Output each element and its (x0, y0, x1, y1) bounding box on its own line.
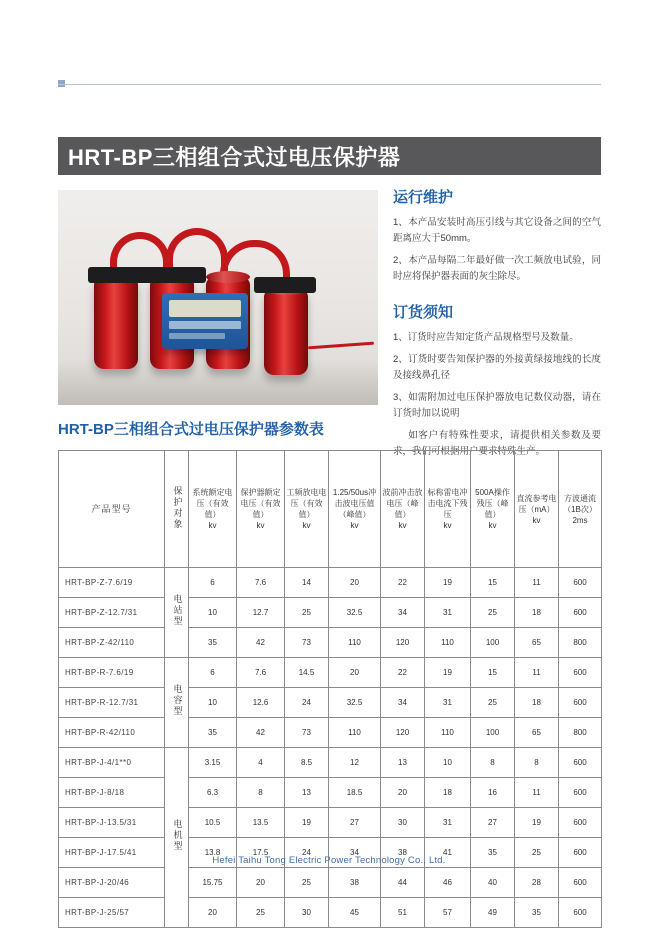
cell-protection-object: 电机型 (165, 748, 189, 928)
cell-value: 41 (425, 838, 471, 868)
table-body (59, 568, 602, 928)
cell-value: 20 (329, 568, 381, 598)
cell-value: 600 (559, 838, 602, 868)
cell-model: HRT-BP-J-8/18 (59, 778, 165, 808)
cell-value: 35 (471, 838, 515, 868)
cell-value: 35 (515, 898, 559, 928)
cell-value: 100 (471, 718, 515, 748)
cell-model: HRT-BP-J-4/1**0 (59, 748, 165, 778)
cell-model: HRT-BP-J-25/57 (59, 898, 165, 928)
cell-value: 18 (515, 598, 559, 628)
footer-text: Hefei Taihu Tong Electric Power Technology Co., Ltd. (212, 855, 446, 866)
product-photo (58, 190, 378, 405)
col-header-model: 产品型号 (59, 451, 165, 568)
cell-value: 7.6 (237, 658, 285, 688)
cell-value: 24 (285, 688, 329, 718)
cell-value: 13 (285, 778, 329, 808)
cell-value: 19 (425, 658, 471, 688)
table-row (59, 598, 602, 628)
cell-value: 32.5 (329, 598, 381, 628)
cell-model: HRT-BP-R-42/110 (59, 718, 165, 748)
cell-value: 57 (425, 898, 471, 928)
meter-label (169, 321, 241, 329)
table-row (59, 808, 602, 838)
cell-value: 20 (237, 868, 285, 898)
counter-meter-box (162, 293, 248, 349)
cell-value: 38 (381, 838, 425, 868)
cell-value: 20 (329, 658, 381, 688)
cell-value: 3.15 (189, 748, 237, 778)
cell-value: 46 (425, 868, 471, 898)
cell-value: 6 (189, 658, 237, 688)
cell-value: 65 (515, 628, 559, 658)
cell-value: 19 (425, 568, 471, 598)
cell-value: 16 (471, 778, 515, 808)
table-row (59, 688, 602, 718)
cell-model: HRT-BP-J-13.5/31 (59, 808, 165, 838)
cell-value: 35 (189, 718, 237, 748)
cell-value: 8 (237, 778, 285, 808)
cell-value: 14 (285, 568, 329, 598)
cell-model: HRT-BP-J-17.5/41 (59, 838, 165, 868)
cell-value: 600 (559, 598, 602, 628)
col-header-rated-voltage: 保护器额定电压（有效值） kv (237, 451, 285, 568)
cell-value: 45 (329, 898, 381, 928)
meter-display (169, 300, 241, 317)
cell-protection-object: 电容型 (165, 658, 189, 748)
cell-value: 31 (425, 688, 471, 718)
cell-value: 30 (285, 898, 329, 928)
ordering-item: 1、订货时应告知定货产品规格型号及数量。 (393, 332, 579, 343)
col-header-power-freq-discharge: 工频放电电压（有效值） kv (285, 451, 329, 568)
maintenance-item: 2、本产品每隔二年最好做一次工频放电试验，同时应将保护器表面的灰尘除尽。 (393, 255, 601, 282)
cell-value: 15.75 (189, 868, 237, 898)
title-banner (58, 137, 601, 175)
cell-value: 25 (285, 598, 329, 628)
cell-value: 49 (471, 898, 515, 928)
cell-value: 30 (381, 808, 425, 838)
cell-value: 35 (189, 628, 237, 658)
cell-value: 100 (471, 628, 515, 658)
table-title: HRT-BP三相组合式过电压保护器参数表 (58, 421, 324, 438)
col-header-object: 保护对象 (165, 451, 189, 568)
cell-value: 42 (237, 718, 285, 748)
table-row (59, 568, 602, 598)
cell-model: HRT-BP-R-7.6/19 (59, 658, 165, 688)
cell-value: 13.8 (189, 838, 237, 868)
maintenance-item: 1、本产品安装时高压引线与其它设备之间的空气距离应大于50mm。 (393, 217, 601, 244)
cell-value: 4 (237, 748, 285, 778)
col-header-front-of-wave: 波前冲击放电压（峰值） kv (381, 451, 425, 568)
cell-value: 18 (515, 688, 559, 718)
table-row (59, 868, 602, 898)
cell-value: 22 (381, 568, 425, 598)
cell-value: 38 (329, 868, 381, 898)
cell-value: 12 (329, 748, 381, 778)
cell-value: 25 (515, 838, 559, 868)
cell-value: 12.6 (237, 688, 285, 718)
cell-value: 11 (515, 658, 559, 688)
table-row (59, 718, 602, 748)
cell-value: 8 (515, 748, 559, 778)
ground-wire (308, 342, 374, 350)
cell-value: 6 (189, 568, 237, 598)
cell-value: 31 (425, 808, 471, 838)
cell-value: 31 (425, 598, 471, 628)
cell-value: 600 (559, 808, 602, 838)
cylinder-top (206, 271, 250, 283)
cell-value: 8 (471, 748, 515, 778)
cell-value: 600 (559, 898, 602, 928)
cell-value: 15 (471, 658, 515, 688)
cell-value: 17.5 (237, 838, 285, 868)
cell-value: 18.5 (329, 778, 381, 808)
header-divider (58, 84, 601, 85)
cell-value: 15 (471, 568, 515, 598)
cell-value: 110 (425, 718, 471, 748)
meter-sublabel (169, 333, 225, 339)
cell-value: 600 (559, 778, 602, 808)
cell-value: 20 (189, 898, 237, 928)
table-row (59, 898, 602, 928)
col-header-square-wave: 方波通流（1B次） 2ms (559, 451, 602, 568)
cell-value: 14.5 (285, 658, 329, 688)
cell-value: 24 (285, 838, 329, 868)
cell-value: 10 (189, 688, 237, 718)
col-header-residual-voltage: 标称雷电冲击电流下残压 kv (425, 451, 471, 568)
cell-value: 27 (471, 808, 515, 838)
ordering-heading: 订货须知 (393, 304, 454, 321)
cell-value: 34 (381, 598, 425, 628)
cell-value: 600 (559, 868, 602, 898)
table-header-row (59, 451, 602, 568)
cell-value: 20 (381, 778, 425, 808)
arrester-cylinder (94, 277, 138, 369)
ordering-note: 如客户有特殊性要求，请提供相关参数及要求，我们可根据用户要求特殊生产。 (393, 430, 601, 457)
cell-value: 110 (329, 718, 381, 748)
cell-value: 51 (381, 898, 425, 928)
cell-value: 25 (471, 688, 515, 718)
cell-value: 65 (515, 718, 559, 748)
cell-model: HRT-BP-Z-42/110 (59, 628, 165, 658)
cell-value: 19 (515, 808, 559, 838)
arrester-cylinder (264, 289, 308, 375)
cell-value: 120 (381, 628, 425, 658)
cell-value: 800 (559, 718, 602, 748)
cell-value: 800 (559, 628, 602, 658)
cell-protection-object: 电站型 (165, 568, 189, 658)
black-base-bracket (254, 277, 316, 293)
cell-value: 11 (515, 568, 559, 598)
table-row (59, 628, 602, 658)
page-title: HRT-BP三相组合式过电压保护器 (68, 144, 401, 170)
cell-value: 110 (425, 628, 471, 658)
black-base-bracket (88, 267, 206, 283)
cell-model: HRT-BP-Z-7.6/19 (59, 568, 165, 598)
cell-value: 32.5 (329, 688, 381, 718)
cell-value: 34 (329, 838, 381, 868)
cell-value: 8.5 (285, 748, 329, 778)
table-row (59, 748, 602, 778)
info-column (393, 186, 601, 466)
cell-value: 13 (381, 748, 425, 778)
cell-value: 600 (559, 748, 602, 778)
cell-value: 110 (329, 628, 381, 658)
cell-value: 73 (285, 628, 329, 658)
maintenance-heading: 运行维护 (393, 189, 454, 206)
cell-value: 18 (425, 778, 471, 808)
cell-model: HRT-BP-R-12.7/31 (59, 688, 165, 718)
cell-value: 6.3 (189, 778, 237, 808)
cell-value: 25 (471, 598, 515, 628)
cell-value: 600 (559, 568, 602, 598)
ordering-item: 2、订货时要告知保护器的外接黄绿接地线的长度及接线鼻孔径 (393, 354, 601, 381)
cell-value: 42 (237, 628, 285, 658)
cell-value: 12.7 (237, 598, 285, 628)
table-row (59, 658, 602, 688)
cell-value: 44 (381, 868, 425, 898)
col-header-impulse-voltage: 1.25/50us冲击波电压值（峰值） kv (329, 451, 381, 568)
cell-value: 10.5 (189, 808, 237, 838)
table-row (59, 778, 602, 808)
cell-value: 25 (285, 868, 329, 898)
cell-value: 34 (381, 688, 425, 718)
cell-value: 28 (515, 868, 559, 898)
cell-value: 120 (381, 718, 425, 748)
cell-value: 22 (381, 658, 425, 688)
cell-value: 11 (515, 778, 559, 808)
cell-value: 19 (285, 808, 329, 838)
col-header-system-voltage: 系统额定电压（有效值） kv (189, 451, 237, 568)
cell-model: HRT-BP-Z-12.7/31 (59, 598, 165, 628)
cell-value: 13.5 (237, 808, 285, 838)
col-header-dc-reference: 直流参考电压（mA） kv (515, 451, 559, 568)
cell-model: HRT-BP-J-20/46 (59, 868, 165, 898)
ordering-item: 3、如需附加过电压保护器放电记数仪动器，请在订货时加以说明 (393, 392, 601, 419)
cell-value: 600 (559, 658, 602, 688)
cell-value: 10 (189, 598, 237, 628)
cell-value: 40 (471, 868, 515, 898)
cell-value: 600 (559, 688, 602, 718)
cell-value: 7.6 (237, 568, 285, 598)
cell-value: 27 (329, 808, 381, 838)
cell-value: 10 (425, 748, 471, 778)
cell-value: 73 (285, 718, 329, 748)
col-header-500a-residual: 500A操作残压（峰值） kv (471, 451, 515, 568)
cell-value: 25 (237, 898, 285, 928)
